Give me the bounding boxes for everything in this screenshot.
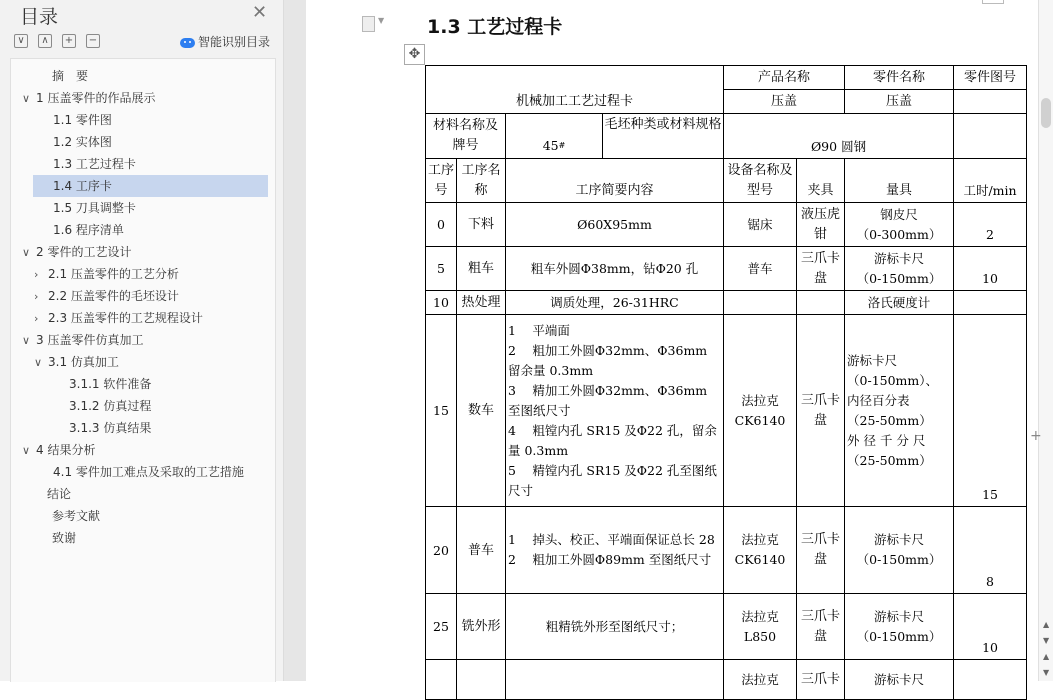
toc-item-label: 2.2 压盖零件的毛坯设计	[48, 289, 179, 303]
table-row	[426, 594, 1027, 660]
toc-item[interactable]	[22, 242, 131, 262]
work-time: 2	[954, 203, 1027, 247]
toc-item-label: 3.1.1 软件准备	[69, 377, 152, 391]
toc-item[interactable]	[39, 462, 244, 482]
gauge-line: 游标卡尺	[874, 671, 925, 687]
toc-item[interactable]	[39, 154, 136, 174]
toc-item[interactable]	[55, 374, 151, 394]
toc-item[interactable]	[34, 352, 119, 372]
gauge-line: （0-150mm）	[856, 628, 942, 644]
toc-item[interactable]	[33, 484, 71, 504]
gauge-line: （0-150mm）	[856, 552, 942, 567]
material-blank-cell	[506, 114, 724, 159]
content-line: Ø60X95mm	[577, 217, 652, 232]
blank-empty	[954, 114, 1027, 159]
material-sup: #	[558, 141, 566, 150]
chevron-down-icon[interactable]: ▼	[378, 16, 385, 25]
scroll-up-icon[interactable]: ▲	[1043, 620, 1050, 629]
toc-sidebar	[0, 0, 284, 681]
step-name: 普车	[457, 507, 506, 594]
toc-item-label: 致谢	[52, 531, 77, 545]
table-row	[426, 507, 1027, 594]
material-text: 45	[542, 138, 559, 153]
process-card-table	[425, 65, 1027, 700]
col-fixture: 夹具	[797, 159, 845, 203]
fixture: 三爪卡盘	[797, 507, 845, 594]
blank-label: 毛坯种类或材料规格	[604, 117, 722, 132]
blank-value: Ø90 圆钢	[724, 114, 954, 159]
step-content	[506, 660, 724, 700]
chevron-icon[interactable]: ∨	[22, 444, 31, 457]
col-step-name: 工序名称	[457, 159, 506, 203]
gauge-line: （25-50mm）	[847, 412, 932, 428]
toc-item[interactable]	[39, 132, 112, 152]
toc-item-label: 1.2 实体图	[53, 135, 112, 149]
toc-item[interactable]	[34, 308, 203, 328]
gauge	[845, 315, 954, 507]
fixture	[797, 291, 845, 315]
material-label: 材料名称及牌号	[426, 114, 506, 159]
scroll-down-icon[interactable]: ▼	[1043, 636, 1050, 645]
work-time: 10	[954, 247, 1027, 291]
content-line: 4 粗镗内孔 SR15 及Φ22 孔，留余量 0.3mm	[508, 422, 717, 458]
table-row	[426, 203, 1027, 247]
gauge-line: （0-300mm）	[856, 226, 942, 242]
gauge-line: （25-50mm）	[847, 452, 932, 468]
gauge	[845, 594, 954, 660]
step-content	[506, 594, 724, 660]
step-name	[457, 660, 506, 700]
step-name: 粗车	[457, 247, 506, 291]
move-handle-icon[interactable]: ✥	[404, 44, 425, 65]
gauge-line: 游标卡尺	[874, 608, 925, 624]
gauge-line: 游标卡尺	[874, 250, 925, 266]
toc-item-label: 1.5 刀具调整卡	[53, 201, 136, 215]
gauge-line: 游标卡尺	[874, 532, 925, 547]
gauge	[845, 291, 954, 315]
toc-item[interactable]	[22, 330, 143, 350]
step-no	[426, 660, 457, 700]
collapse-all-icon[interactable]: ∨	[14, 34, 28, 48]
smart-recognition-icon	[180, 38, 195, 48]
chevron-icon[interactable]: ∨	[34, 356, 43, 369]
add-comment-icon[interactable]: +	[1030, 428, 1042, 444]
process-rows	[426, 203, 1027, 700]
scroll-up-icon[interactable]: ▲	[1043, 652, 1050, 661]
chevron-icon[interactable]: ∨	[22, 92, 31, 105]
content-line: 2 粗加工外圆Φ32mm、Φ36mm 留余量 0.3mm	[508, 342, 708, 378]
content-line: 2 粗加工外圆Φ89mm 至图纸尺寸	[508, 552, 712, 567]
equipment: 法拉克 CK6140	[724, 315, 797, 507]
gauge-line: （0-150mm）	[856, 270, 942, 286]
table-row	[426, 660, 1027, 700]
gauge	[845, 660, 954, 700]
scroll-down-icon[interactable]: ▼	[1043, 668, 1050, 677]
toc-item[interactable]	[39, 198, 136, 218]
toc-item[interactable]	[22, 440, 95, 460]
col-gauge: 量具	[845, 159, 954, 203]
col-content: 工序简要内容	[506, 159, 724, 203]
part-name-value: 压盖	[845, 90, 954, 114]
content-line: 3 精加工外圆Φ32mm、Φ36mm 至图纸尺寸	[508, 382, 708, 418]
gauge-line: 内径百分表	[847, 392, 910, 408]
equipment: 锯床	[724, 203, 797, 247]
chevron-icon[interactable]: ›	[34, 312, 39, 325]
toc-item[interactable]	[38, 66, 88, 86]
gauge	[845, 247, 954, 291]
expand-all-icon[interactable]: ∧	[38, 34, 52, 48]
step-name: 数车	[457, 315, 506, 507]
content-line: 1 平端面	[508, 322, 570, 338]
step-content	[506, 247, 724, 291]
step-name: 铣外形	[457, 594, 506, 660]
step-content	[506, 203, 724, 247]
col-time: 工时/min	[954, 159, 1027, 203]
toc-item[interactable]	[22, 88, 155, 108]
step-no: 25	[426, 594, 457, 660]
step-content	[506, 315, 724, 507]
toc-item[interactable]	[34, 286, 179, 306]
work-time: 10	[954, 594, 1027, 660]
gauge-line: 外 径 千 分 尺	[847, 432, 926, 448]
toc-item[interactable]	[34, 264, 179, 284]
toc-item-label: 1.3 工艺过程卡	[53, 157, 136, 171]
card-title: 机械加工工艺过程卡	[426, 66, 724, 114]
section-heading: 1.3 工艺过程卡	[427, 16, 563, 38]
toc-item-label: 1.4 工序卡	[53, 179, 112, 193]
content-line: 粗车外圆Φ38mm，钻Φ20 孔	[530, 261, 699, 276]
chevron-icon[interactable]: ›	[34, 290, 39, 303]
toc-item-label: 1.6 程序清单	[53, 223, 124, 237]
fixture: 液压虎钳	[797, 203, 845, 247]
chevron-icon[interactable]: ›	[34, 268, 39, 281]
sidebar-title: 目录	[20, 6, 59, 28]
gauge-line: 游标卡尺	[847, 352, 898, 368]
part-name-label: 零件名称	[845, 66, 954, 90]
equipment: 普车	[724, 247, 797, 291]
chevron-icon[interactable]: ∨	[22, 334, 31, 347]
toc-item-label: 4.1 零件加工难点及采取的工艺措施	[53, 465, 244, 479]
product-name-label: 产品名称	[724, 66, 845, 90]
remove-heading-icon[interactable]: −	[86, 34, 100, 48]
smart-recognize-label: 智能识别目录	[198, 35, 271, 49]
toc-item-label: 2.1 压盖零件的工艺分析	[48, 267, 179, 281]
toc-item-label: 4 结果分析	[36, 443, 96, 457]
work-time	[954, 291, 1027, 315]
step-no: 15	[426, 315, 457, 507]
content-line: 5 精镗内孔 SR15 及Φ22 孔至图纸尺寸	[508, 462, 717, 498]
toc-item-label: 3 压盖零件仿真加工	[36, 333, 144, 347]
step-content	[506, 507, 724, 594]
step-no: 0	[426, 203, 457, 247]
equipment: 法拉克 L850	[724, 594, 797, 660]
toc-item-label: 3.1.2 仿真过程	[69, 399, 152, 413]
toc-item[interactable]	[55, 396, 151, 416]
step-no: 10	[426, 291, 457, 315]
work-time: 15	[954, 315, 1027, 507]
gauge	[845, 203, 954, 247]
table-row	[426, 247, 1027, 291]
close-icon[interactable]: ✕	[252, 2, 268, 23]
toc-item-label: 3.1.3 仿真结果	[69, 421, 152, 435]
content-line: 粗精铣外形至图纸尺寸；	[545, 619, 684, 634]
scrollbar-thumb[interactable]	[1041, 98, 1051, 128]
toc-item[interactable]	[39, 176, 112, 196]
step-name: 热处理	[457, 291, 506, 315]
toc-toolbar	[14, 34, 274, 50]
smart-recognize-button[interactable]	[180, 33, 270, 50]
part-drawing-value	[954, 90, 1027, 114]
product-name-value: 压盖	[724, 90, 845, 114]
part-drawing-label: 零件图号	[954, 66, 1027, 90]
gauge-line: 钢皮尺	[880, 206, 918, 222]
page-gutter	[284, 0, 306, 681]
toc-item-label: 1.1 零件图	[53, 113, 112, 127]
toc-item-label: 结论	[47, 487, 72, 501]
equipment: 法拉克 CK6140	[724, 507, 797, 594]
gauge-line: （0-150mm）、	[847, 372, 939, 388]
step-no: 5	[426, 247, 457, 291]
step-no: 20	[426, 507, 457, 594]
toc-item[interactable]	[39, 220, 124, 240]
equipment	[724, 291, 797, 315]
table-row	[426, 291, 1027, 315]
material-value	[506, 114, 603, 158]
gauge-line: 洛氏硬度计	[867, 294, 931, 310]
chevron-icon[interactable]: ∨	[22, 246, 31, 259]
toc-item-label: 2 零件的工艺设计	[36, 245, 132, 259]
document-icon[interactable]	[362, 16, 375, 32]
toc-item-label: 2.3 压盖零件的工艺规程设计	[48, 311, 203, 325]
toc-item-label: 参考文献	[52, 509, 101, 523]
work-time: 8	[954, 507, 1027, 594]
toc-item-label: 3.1 仿真加工	[48, 355, 119, 369]
page-corner-mark	[982, 0, 1004, 4]
toc-item[interactable]	[55, 418, 151, 438]
toc-item-label: 摘 要	[52, 69, 89, 83]
fixture: 三爪卡盘	[797, 594, 845, 660]
step-content	[506, 291, 724, 315]
fixture: 三爪卡盘	[797, 247, 845, 291]
toc-item[interactable]	[38, 506, 100, 526]
add-heading-icon[interactable]: +	[62, 34, 76, 48]
col-equipment: 设备名称及型号	[724, 159, 797, 203]
toc-item-label: 1 压盖零件的作品展示	[36, 91, 156, 105]
equipment: 法拉克	[724, 660, 797, 700]
work-time	[954, 660, 1027, 700]
table-row	[426, 315, 1027, 507]
gauge	[845, 507, 954, 594]
content-line: 调质处理，26-31HRC	[550, 295, 679, 310]
fixture: 三爪卡盘	[797, 315, 845, 507]
step-name: 下料	[457, 203, 506, 247]
toc-item[interactable]	[38, 528, 76, 548]
toc-item[interactable]	[39, 110, 112, 130]
fixture: 三爪卡	[797, 660, 845, 700]
col-step-no: 工序号	[426, 159, 457, 203]
content-line: 1 掉头、校正、平端面保证总长 28	[508, 532, 715, 547]
